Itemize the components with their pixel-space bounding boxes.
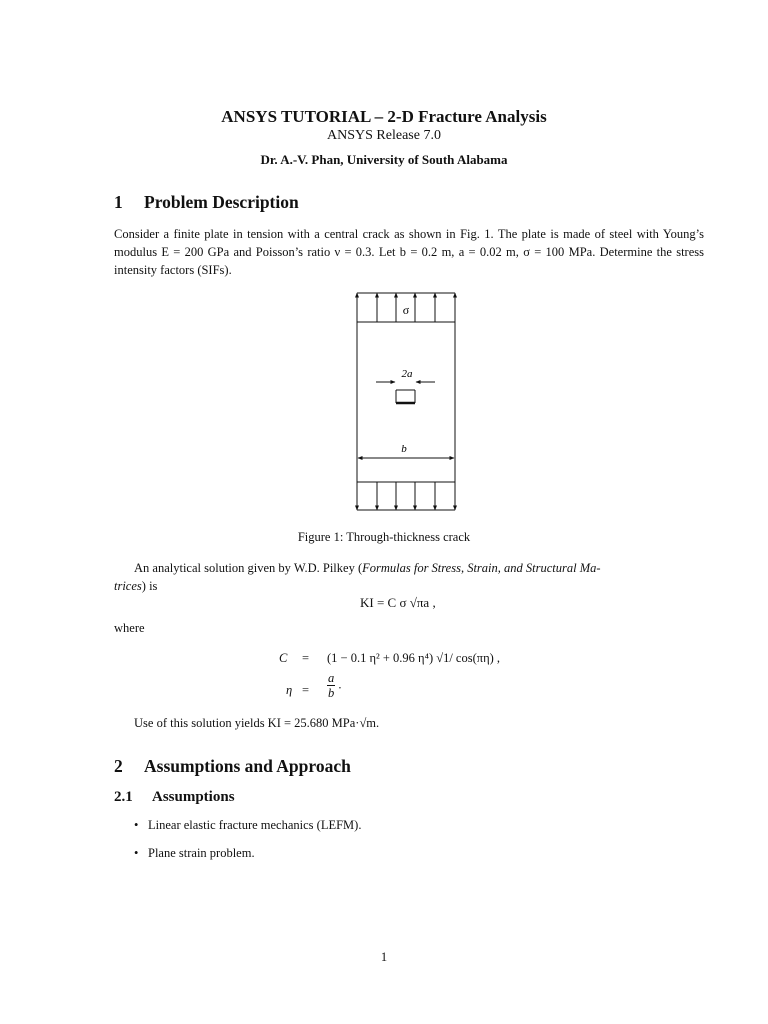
subsection-number: 2.1 xyxy=(114,789,133,805)
section-title: Assumptions and Approach xyxy=(144,756,351,776)
equation-eta-eq: = xyxy=(302,683,310,697)
section-number: 2 xyxy=(114,756,123,776)
section-heading-2 xyxy=(114,756,351,777)
figure-caption: Figure 1: Through-thickness crack xyxy=(297,530,471,544)
subsection-heading xyxy=(114,789,235,806)
equation-c-rhs: (1 − 0.1 η² + 0.96 η⁴) √1/ cos(πη) , xyxy=(327,651,501,665)
list-item: • Plane strain problem. xyxy=(134,846,255,860)
equation-c-lhs: C xyxy=(279,651,288,665)
equation-ki: KI = C σ √πa , xyxy=(360,595,436,610)
analytical-intro-line xyxy=(134,561,601,576)
section-title: Problem Description xyxy=(144,192,299,212)
sigma-label: σ xyxy=(402,303,410,317)
crack-length-label: 2a xyxy=(401,368,413,380)
analytical-intro-line-2 xyxy=(114,579,157,594)
section-heading-1 xyxy=(114,192,299,213)
document-title: ANSYS TUTORIAL – 2-D Fracture Analysis xyxy=(221,107,547,126)
page-number: 1 xyxy=(380,950,388,964)
bullet-icon: • xyxy=(134,818,139,832)
crack xyxy=(396,390,415,403)
eta-denominator: b xyxy=(328,686,335,700)
width-label: b xyxy=(401,443,407,455)
book-title-cont: trices xyxy=(114,579,142,593)
eta-numerator: a xyxy=(328,671,335,685)
section-number: 1 xyxy=(114,192,123,212)
problem-description-paragraph: Consider a finite plate in tension with a central crack as shown in Fig. 1. The plate is made of steel with Young’s modulus E = 200 GPa and Poisson’s ratio ν = 0.3. Let b = 0.2 m, a = 0.02 m, σ = 100 MPa. Determine the stress intensity factors (SIFs). xyxy=(114,227,704,277)
where-label: where xyxy=(114,621,145,635)
document-subtitle: ANSYS Release 7.0 xyxy=(327,128,441,143)
book-title: Formulas for Stress, Strain, and Structural Ma- xyxy=(362,561,601,575)
bullet-icon: • xyxy=(134,846,139,860)
equation-c-eq: = xyxy=(302,651,310,665)
equation-eta-lhs: η xyxy=(286,683,293,697)
intro-after: ) is xyxy=(141,579,158,593)
result-line: Use of this solution yields KI = 25.680 MPa·√m. xyxy=(134,716,380,730)
bottom-load-arrows xyxy=(357,482,455,510)
list-item: • Linear elastic fracture mechanics (LEFM). xyxy=(134,818,362,832)
document-author: Dr. A.-V. Phan, University of South Alabama xyxy=(260,152,508,167)
figure-through-thickness-crack xyxy=(340,286,472,518)
equation-eta-fraction: $\frac{a}{b}$ . xyxy=(328,671,342,700)
intro-before: An analytical solution given by W.D. Pilkey ( xyxy=(134,561,363,575)
subsection-title: Assumptions xyxy=(152,789,235,805)
